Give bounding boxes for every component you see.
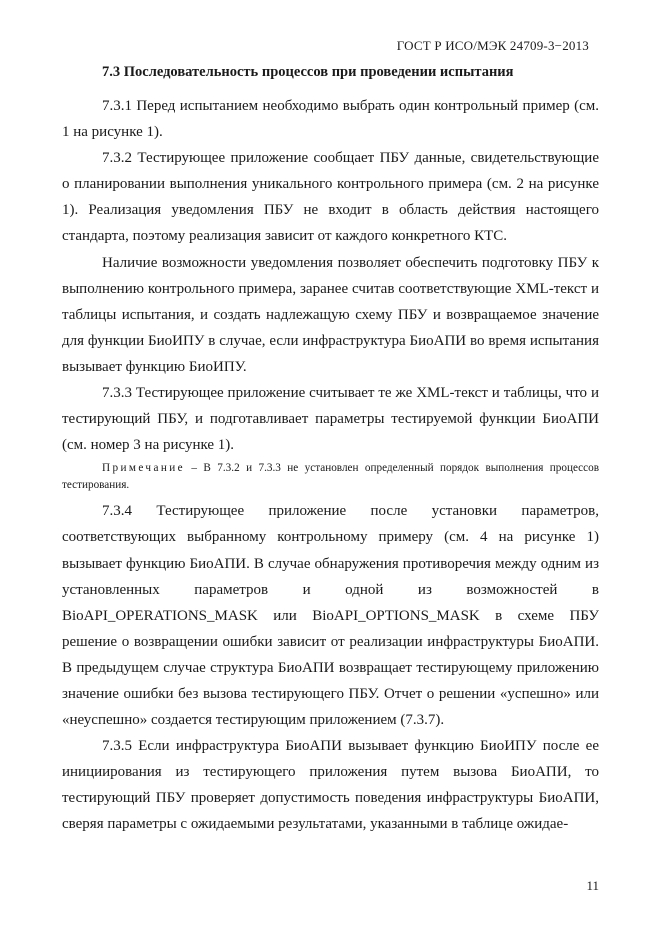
paragraph-7-3-5: 7.3.5 Если инфраструктура БиоАПИ вызывает функцию БиоИПУ после ее инициирования из тестирующего приложения путем вызова БиоАПИ, то тестирующий ПБУ проверяет допустимость поведения инфраструктуры БиоАПИ, сверяя параметры с ожидаемыми результатами, указанными в таблице ожидае- bbox=[62, 738, 599, 833]
section-title: 7.3 Последовательность процессов при проведении испытания bbox=[102, 64, 514, 80]
paragraph-7-3-4: 7.3.4 Тестирующее приложение после установки параметров, соответствующих выбранному контрольному примеру (см. 4 на рисунке 1) вызывает функцию БиоАПИ. В случае обнаружения противоречия между одним из установленных параметров и одной из возможностей в BioAPI_OPERATIONS_MASK или BioAPI_OPTIONS_MASK в схеме ПБУ решение о возвращении ошибки зависит от реализации инфраструктуры БиоАПИ. В предыдущем случае структура БиоАПИ возвращает тестирующему приложению значение ошибки без вызова тестирующего ПБУ. Отчет о решении «успешно» или «неуспешно» создается тестирующим приложением (7.3.7). bbox=[62, 503, 599, 729]
note bbox=[62, 460, 599, 494]
paragraph-7-3-2: 7.3.2 Тестирующее приложение сообщает ПБУ данные, свидетельствующие о планировании выполнения уникального контрольного примера (см. 2 на рисунке 1). Реализация уведомления ПБУ не входит в область действия настоящего стандарта, поэтому реализация зависит от каждого конкретного КТС. bbox=[62, 150, 599, 245]
note-text: – В 7.3.2 и 7.3.3 не установлен определенный порядок выполнения процессов тестирования. bbox=[62, 462, 599, 492]
document-header: ГОСТ Р ИСО/МЭК 24709-3−2013 bbox=[396, 38, 589, 53]
paragraph-7-3-1: 7.3.1 Перед испытанием необходимо выбрать один контрольный пример (см. 1 на рисунке 1). bbox=[62, 98, 599, 141]
document-body bbox=[62, 93, 599, 838]
note-label: Примечание bbox=[102, 462, 185, 475]
paragraph-notification: Наличие возможности уведомления позволяет обеспечить подготовку ПБУ к выполнению контрольного примера, заранее считав соответствующие XML-текст и таблицы испытания, и создать надлежащую схему ПБУ и возвращаемое значение для функции БиоИПУ в случае, если инфраструктура БиоАПИ во время испытания вызывает функцию БиоИПУ. bbox=[62, 254, 599, 375]
paragraph-7-3-3: 7.3.3 Тестирующее приложение считывает те же XML-текст и таблицы, что и тестирующий ПБУ, и подготавливает параметры тестируемой функции БиоАПИ (см. номер 3 на рисунке 1). bbox=[62, 385, 599, 454]
page-number: 11 bbox=[586, 878, 599, 893]
